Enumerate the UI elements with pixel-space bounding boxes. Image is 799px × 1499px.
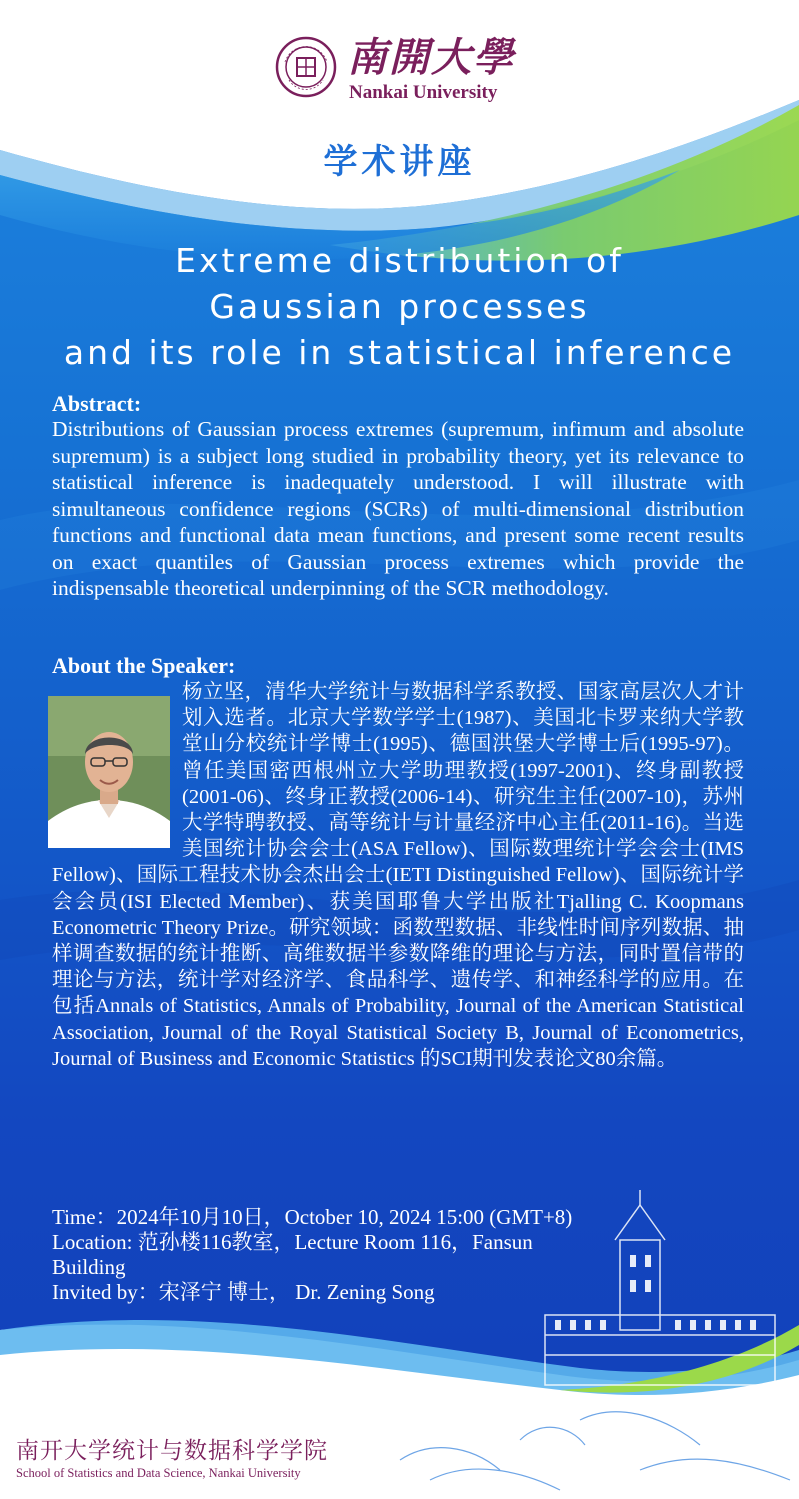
footer-school-chinese: 南开大学统计与数据科学学院: [16, 1438, 328, 1464]
logo-chinese-name: 南開大學: [347, 34, 515, 81]
title-line-2: Gaussian processes: [209, 287, 590, 326]
title-line-1: Extreme distribution of: [175, 241, 624, 280]
abstract-body: Distributions of Gaussian process extremes (supremum, infimum and absolute supremum) is a subject long studied in probability theory, yet its relevance to statistical inference is inadequately understood. I will illustrate with simultaneous confidence regions (SCRs) of multi-dimensional distribution functions and functional data mean functions, and present some recent results on exact quantiles of Gaussian process extremes which provide the indispensable theoretical underpinning of the SCR methodology.: [52, 417, 744, 600]
event-location: Location: 范孙楼116教室，Lecture Room 116，Fansun: [52, 1230, 533, 1254]
speaker-bio: 杨立坚，清华大学统计与数据科学系教授、国家高层次人才计划入选者。北京大学数学学士(1987)、美国北卡罗来纳大学教堂山分校统计学博士(1995)、德国洪堡大学博士后(1995-97)。曾任美国密西根州立大学助理教授(1997-2001)、终身副教授(2001-06)、终身正教授(2006-14)、研究生主任(2007-10)，苏州大学特聘教授、高等统计与计量经济中心主任(2011-16)。当选美国统计协会会士(ASA Fellow)、国际数理统计学会会士(IMS Fellow)、国际工程技术协会杰出会士(IETI Distinguished Fellow)、国际统计学会会员(ISI Elected Member)、获美国耶鲁大学出版社Tjalling C. Koopmans Econometric Theory Prize。研究领域：函数型数据、非线性时间序列数据、抽样调查数据的统计推断、高维数据半参数降维的理论与方法，同时置信带的理论与方法，统计学对经济学、食品科学、遗传学、和神经科学的应用。在包括Annals of Statistics, Annals of Probability, Journal of the American Statistical Association, Journal of the Royal Statistical Society B, Journal of Econometrics, Journal of Business and Economic Statistics 的SCI期刊发表论文80余篇。: [52, 681, 744, 1070]
event-location-continued: Building: [52, 1255, 126, 1279]
event-invited-by: Invited by：宋泽宁 博士， Dr. Zening Song: [52, 1280, 435, 1304]
lecture-title: [0, 238, 799, 376]
event-info: [52, 1205, 752, 1305]
speaker-portrait-image: [48, 696, 170, 848]
footer-school-english: School of Statistics and Data Science, Nankai University: [16, 1466, 301, 1480]
lecture-tag: 学术讲座: [323, 142, 476, 182]
event-time: Time：2024年10月10日，October 10, 2024 15:00 (GMT+8): [52, 1205, 573, 1229]
logo-english-name: Nankai University: [349, 82, 498, 103]
university-logo: [275, 26, 535, 106]
title-line-3: and its role in statistical inference: [63, 333, 736, 372]
speaker-heading: About the Speaker:: [52, 653, 236, 678]
university-seal-icon: [275, 36, 337, 98]
abstract-heading: Abstract:: [52, 391, 142, 416]
speaker-photo: [48, 696, 170, 848]
